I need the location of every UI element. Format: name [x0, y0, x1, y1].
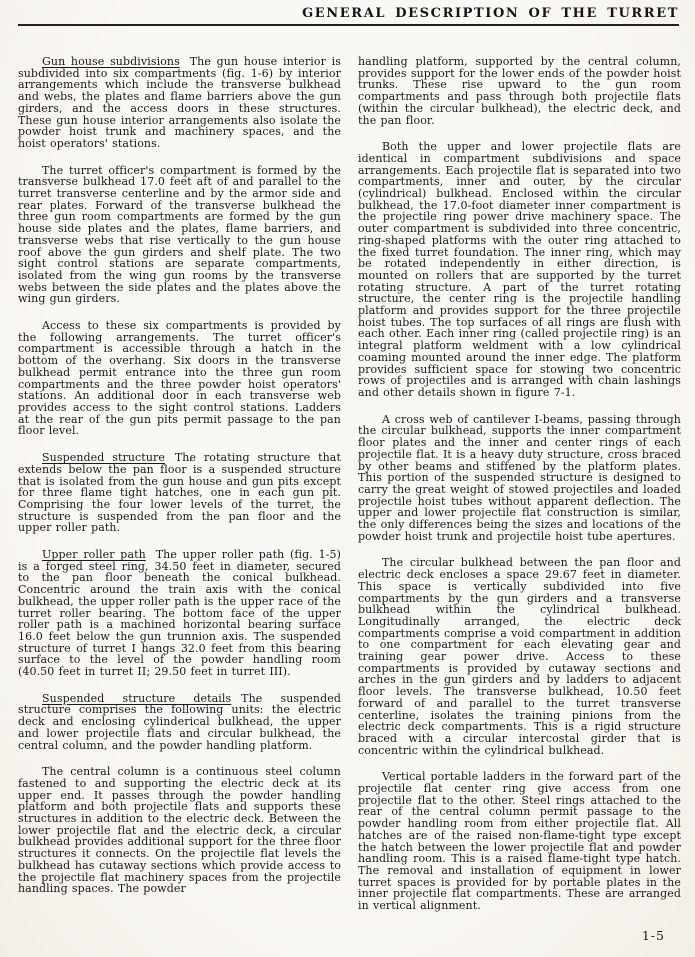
left-column [18, 56, 341, 927]
paragraph-central-column [18, 766, 341, 895]
paragraph-heading: Gun house subdivisions . [42, 55, 190, 68]
paragraph-text: The rotating structure that extends below the pan floor is a suspended structure that is isolated from the gun house and gun pits except for three flame tight hatches, one in each gun pit. Comprising the four lower levels of the turret, the structure is suspended from the pan floor and the upper roller path. [18, 451, 341, 535]
paragraph-text: Vertical portable ladders in the forward part of the projectile flat center ring give access from one projectile flat to the other. Steel rings attached to the rear of the central column permit passage to the powder handling room from either projectile flat. All hatches are of the raised non-flame-tight type except the hatch between the lower projectile flat and powder handling room. This is a raised flame-tight type hatch. The removal and installation of equipment in lower turret spaces is provided for by portable plates in the inner projectile flat compartments. These are arranged in vertical alignment. [358, 770, 681, 913]
paragraph-gun-house-subdivisions [18, 56, 341, 150]
page-header-title: GENERAL DESCRIPTION OF THE TURRET [302, 6, 679, 21]
two-column-body [0, 48, 695, 927]
paragraph-text: handling platform, supported by the central column, provides support for the lower ends of the powder hoist trunks. These rise upward to the gun room compartments and pass through both projectile flats (within the circular bulkhead), the electric deck, and the pan floor. [358, 55, 681, 127]
paragraph-suspended-structure-details [18, 693, 341, 752]
paragraph-text: Both the upper and lower projectile flats are identical in compartment subdivisions and space arrangements. Each projectile flat is separated into two compartments, inner and outer, by the circular (cylindrical) bulkhead. Enclosed within the circular bulkhead, the 17.0-foot diameter inner compartment is the projectile ring power drive machinery space. The outer compartment is subdivided into three concentric, ring-shaped platforms with the outer ring attached to the fixed turret foundation. The inner ring, which may be rotated independently in either direction, is mounted on rollers that are supported by the turret rotating structure. A part of the turret rotating structure, the center ring is the projectile handling platform and provides support for the three projectile hoist tubes. The top surfaces of all rings are flush with each other. Each inner ring (called projectile ring) is an integral platform weldment with a low cylindrical coaming mounted around the inner edge. The platform provides sufficient space for stowing two concentric rows of projectiles and is arranged with chain lashings and other details shown in figure 7-1. [358, 140, 681, 399]
paragraph-upper-roller-path [18, 549, 341, 678]
paragraph-text: The central column is a continuous steel column fastened to and supporting the electric deck at its upper end. It passes through the powder handling platform and both projectile flats and supports these structures in addition to the electric deck. Between the lower projectile flat and the electric deck, a circular bulkhead provides additional support for the three floor structures it connects. On the projectile flat levels the bulkhead has cutaway sections which provide access to the projectile flat machinery spaces from the projectile handling spaces. The powder [18, 765, 341, 896]
paragraph-text: The turret officer's compartment is formed by the transverse bulkhead 17.0 feet aft of and parallel to the turret transverse centerline and by the armor side and rear plates. Forward of the transverse bulkhead the three gun room compartments are formed by the gun house side plates and the plates, flame barriers, and transverse webs that rise vertically to the gun house roof above the gun girders and shelf plate. The two sight control stations are separate compartments, isolated from the wing gun rooms by the transverse webs between the side plates and the plates above the wing gun girders. [18, 163, 341, 306]
paragraph-projectile-flats [358, 141, 681, 398]
paragraph-cross-web-ibeams [358, 414, 681, 543]
paragraph-text: The suspended structure comprises the following units: the electric deck and enclosing cylinderical bulkhead, the upper and lower projectile flats and circular bulkhead, the central column, and the powder handling platform. [18, 691, 341, 752]
paragraph-text: The gun house interior is subdivided into six compartments (fig. 1-6) by interior arrangements which include the transverse bulkhead and webs, the plates and flame barriers above the gun girders, and the access doors in these structures. These gun house interior arrangements also isolate the powder hoist trunk and machinery spaces, and the hoist operators' stations. [18, 55, 341, 150]
paragraph-text: The upper roller path (fig. 1-5) is a forged steel ring, 34.50 feet in diameter, secured to the pan floor beneath the conical bulkhead. Concentric around the train axis with the conical bulkhead, the upper roller path is the upper race of the turret roller bearing. The bottom face of the upper roller path is a machined horizontal bearing surface 16.0 feet below the gun trunnion axis. The suspended structure of turret I hangs 32.0 feet from this bearing surface to the level of the powder handling room (40.50 feet in turret II; 29.50 feet in turret III). [18, 548, 342, 679]
page-number: 1-5 [641, 928, 665, 943]
paragraph-turret-officers-compartment [18, 165, 341, 305]
paragraph-text: A cross web of cantilever I-beams, passing through the circular bulkhead, supports the inner compartment floor plates and the inner and center rings of each projectile flat. It is a heavy duty structure, cross braced by other beams and stiffened by the platform plates. This portion of the suspended structure is designed to carry the great weight of stowed projectiles and loaded projectile hoist tubes without apparent deflection. The upper and lower projectile flat construction is similar, the only differences being the sizes and locations of the powder hoist trunk and projectile hoist tube apertures. [358, 412, 681, 543]
paragraph-handling-platform-continuation [358, 56, 681, 126]
paragraph-circular-bulkhead-space [358, 557, 681, 756]
paragraph-access-arrangements [18, 320, 341, 437]
paragraph-text: The circular bulkhead between the pan floor and electric deck encloses a space 29.67 feet in diameter. This space is vertically subdivided into five compartments by the gun girders and a transverse bulkhead within the cylindrical bulkhead. Longitudinally arranged, the electric deck compartments comprise a void compartment in addition to one compartment for each elevating gear and training gear power drive. Access to these compartments is provided by cutaway sections and arches in the gun girders and by ladders to adjacent floor levels. The transverse bulkhead, 10.50 feet forward of and parallel to the turret transverse centerline, isolates the training pinions from the electric deck compartments. This is a rigid structure braced with a circular intercostal girder that is concentric within the cylindrical bulkhead. [358, 556, 681, 757]
paragraph-heading: Upper roller path . [42, 548, 156, 561]
paragraph-suspended-structure [18, 452, 341, 534]
paragraph-heading: Suspended structure . [42, 451, 175, 464]
right-column [358, 56, 681, 927]
page-header [0, 0, 695, 48]
paragraph-heading: Suspended structure details . [42, 692, 241, 705]
paragraph-vertical-portable-ladders [358, 771, 681, 911]
paragraph-text: Access to these six compartments is provided by the following arrangements. The turret officer's compartment is accessible through a hatch in the bottom of the overhang. Six doors in the transverse bulkhead permit entrance into the three gun room compartments and the three powder hoist operators' stations. An additional door in each transverse web provides access to the sight control stations. Ladders at the rear of the gun pits permit passage to the pan floor level. [18, 319, 341, 438]
header-rule-divider [18, 24, 679, 26]
